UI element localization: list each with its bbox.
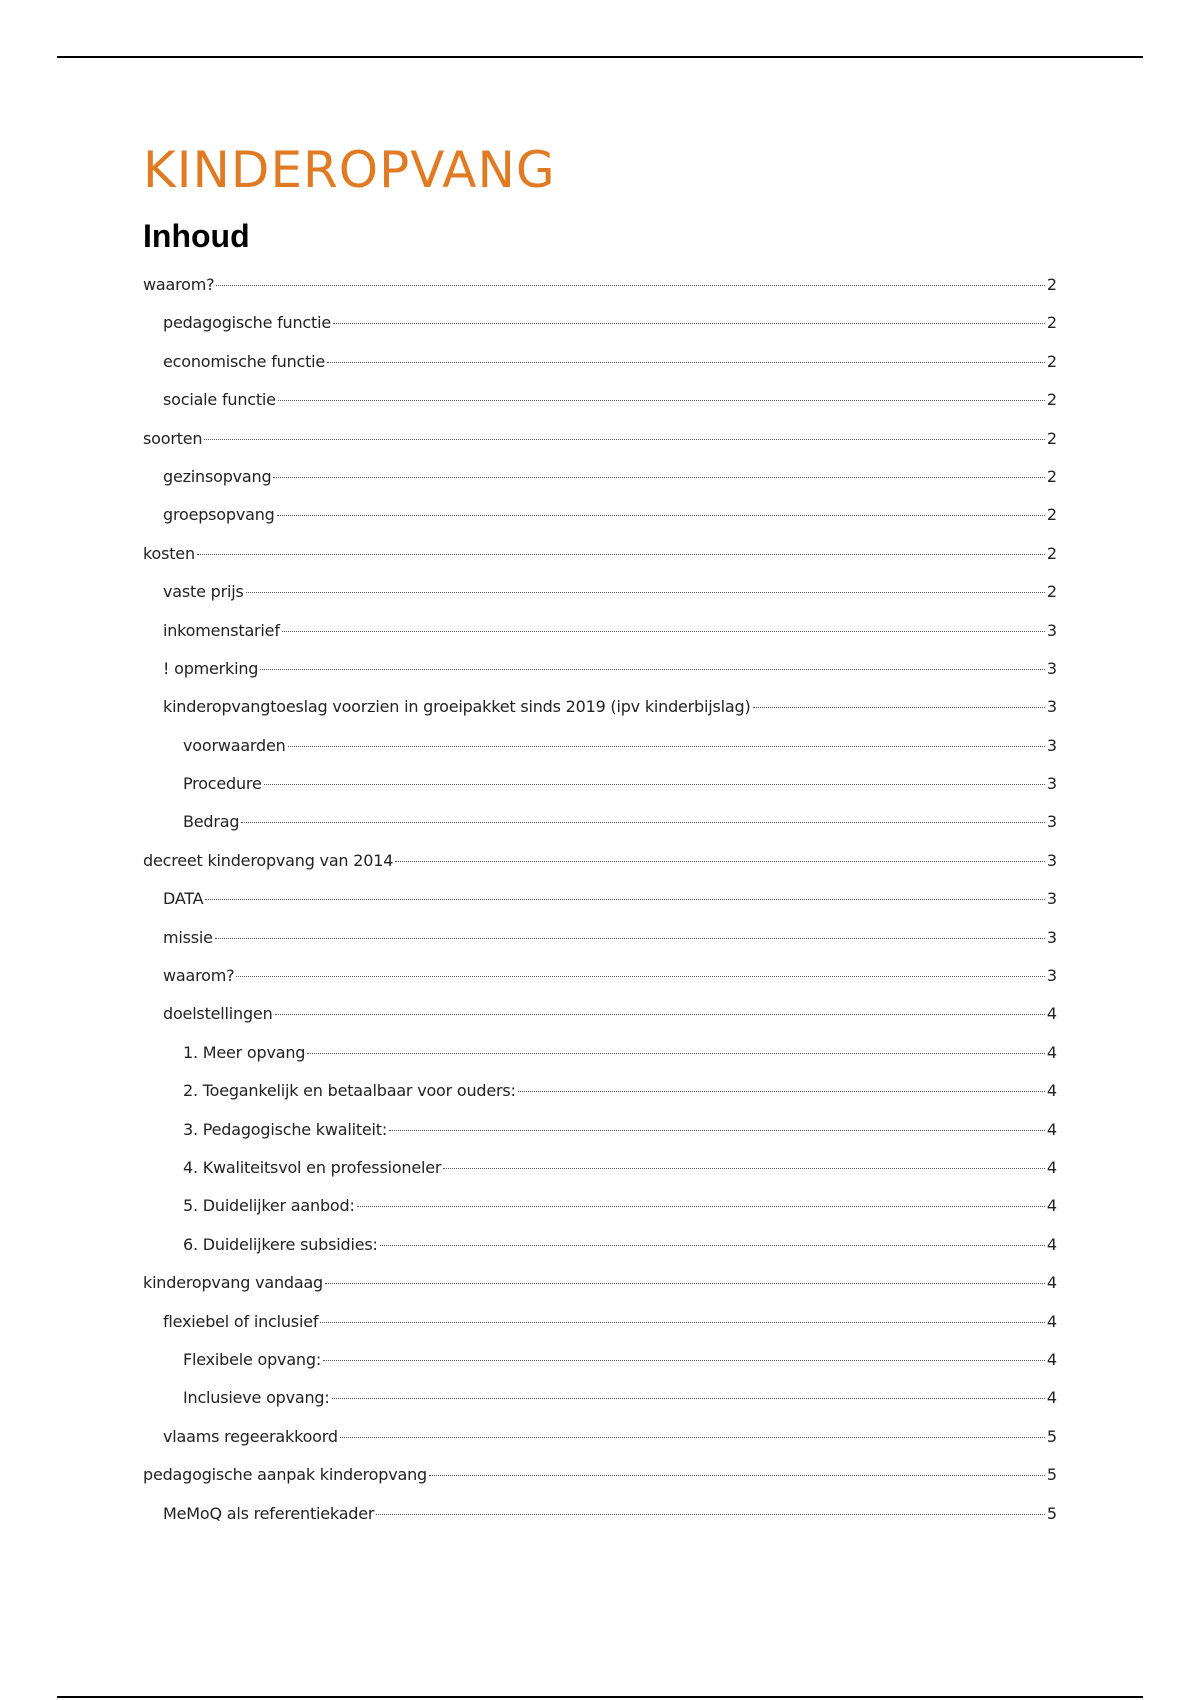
toc-entry-label[interactable]: soorten (143, 428, 203, 448)
toc-entry-page-number: 4 (1046, 1349, 1057, 1369)
toc-entry-label[interactable]: sociale functie (163, 390, 276, 410)
toc-entry-page-number: 3 (1046, 889, 1057, 909)
toc-entry[interactable] (143, 496, 1057, 534)
toc-dot-leader (277, 515, 1045, 516)
toc-entry-page-number: 4 (1046, 1157, 1057, 1177)
toc-entry-label[interactable]: Procedure (183, 774, 262, 794)
toc-dot-leader (323, 1360, 1045, 1361)
toc-entry-label[interactable]: waarom? (163, 966, 235, 986)
toc-entry[interactable] (143, 957, 1057, 995)
toc-dot-leader (307, 1053, 1045, 1054)
toc-entry-page-number: 5 (1046, 1503, 1057, 1523)
toc-entry-page-number: 4 (1046, 1234, 1057, 1254)
toc-dot-leader (197, 554, 1045, 555)
toc-dot-leader (246, 592, 1045, 593)
toc-entry-page-number: 4 (1046, 1196, 1057, 1216)
toc-dot-leader (205, 899, 1044, 900)
toc-dot-leader (273, 477, 1044, 478)
toc-entry-label[interactable]: 3. Pedagogische kwaliteit: (183, 1119, 388, 1139)
toc-entry-label[interactable]: 2. Toegankelijk en betaalbaar voor ouders: (183, 1081, 516, 1101)
toc-entry-label[interactable]: voorwaarden (183, 735, 286, 755)
toc-entry-page-number: 2 (1046, 351, 1057, 371)
toc-entry[interactable] (143, 1379, 1057, 1417)
toc-dot-leader (395, 861, 1045, 862)
toc-dot-leader (389, 1130, 1045, 1131)
toc-entry[interactable] (143, 573, 1057, 611)
toc-entry[interactable] (143, 1303, 1057, 1341)
toc-dot-leader (753, 707, 1045, 708)
toc-entry-page-number: 4 (1046, 1311, 1057, 1331)
toc-entry[interactable] (143, 266, 1057, 304)
toc-entry-page-number: 3 (1046, 774, 1057, 794)
toc-dot-leader (518, 1091, 1045, 1092)
toc-entry-label[interactable]: 5. Duidelijker aanbod: (183, 1196, 355, 1216)
toc-entry-label[interactable]: 4. Kwaliteitsvol en professioneler (183, 1157, 442, 1177)
toc-entry[interactable] (143, 803, 1057, 841)
toc-dot-leader (325, 1283, 1045, 1284)
toc-entry-label[interactable]: pedagogische functie (163, 313, 331, 333)
toc-entry[interactable] (143, 535, 1057, 573)
toc-entry-page-number: 4 (1046, 1119, 1057, 1139)
toc-entry-label[interactable]: 1. Meer opvang (183, 1042, 306, 1062)
toc-entry-label[interactable]: Flexibele opvang: (183, 1349, 322, 1369)
toc-entry-label[interactable]: groepsopvang (163, 505, 275, 525)
toc-entry-label[interactable]: pedagogische aanpak kinderopvang (143, 1465, 427, 1485)
toc-entry[interactable] (143, 1495, 1057, 1533)
toc-entry-page-number: 2 (1046, 543, 1057, 563)
page-content (143, 140, 1057, 1533)
toc-entry-label[interactable]: gezinsopvang (163, 466, 272, 486)
toc-entry[interactable] (143, 1264, 1057, 1302)
toc-entry[interactable] (143, 612, 1057, 650)
toc-entry-page-number: 2 (1046, 313, 1057, 333)
toc-entry-page-number: 4 (1046, 1004, 1057, 1024)
toc-entry-page-number: 2 (1046, 505, 1057, 525)
toc-entry-page-number: 4 (1046, 1042, 1057, 1062)
toc-entry[interactable] (143, 1226, 1057, 1264)
toc-entry-page-number: 2 (1046, 466, 1057, 486)
toc-entry[interactable] (143, 343, 1057, 381)
header-rule (57, 56, 1143, 58)
toc-entry-label[interactable]: economische functie (163, 351, 326, 371)
toc-entry-label[interactable]: DATA (163, 889, 204, 909)
toc-entry-label[interactable]: Inclusieve opvang: (183, 1388, 330, 1408)
toc-entry-page-number: 3 (1046, 812, 1057, 832)
toc-entry[interactable] (143, 1034, 1057, 1072)
toc-entry-label[interactable]: Bedrag (183, 812, 240, 832)
toc-dot-leader (327, 362, 1045, 363)
toc-entry[interactable] (143, 765, 1057, 803)
toc-entry-page-number: 2 (1046, 582, 1057, 602)
toc-dot-leader (340, 1437, 1045, 1438)
toc-entry-page-number: 3 (1046, 850, 1057, 870)
toc-entry-page-number: 2 (1046, 390, 1057, 410)
toc-entry[interactable] (143, 1187, 1057, 1225)
toc-dot-leader (264, 784, 1045, 785)
toc-dot-leader (320, 1322, 1045, 1323)
table-of-contents (143, 266, 1057, 1533)
toc-entry[interactable] (143, 650, 1057, 688)
toc-entry-page-number: 4 (1046, 1081, 1057, 1101)
toc-entry-label[interactable]: missie (163, 927, 213, 947)
toc-dot-leader (278, 400, 1045, 401)
toc-entry-page-number: 3 (1046, 927, 1057, 947)
toc-entry-label[interactable]: vaste prijs (163, 582, 244, 602)
toc-entry-label[interactable]: kosten (143, 543, 195, 563)
toc-entry[interactable] (143, 995, 1057, 1033)
toc-entry-label[interactable]: 6. Duidelijkere subsidies: (183, 1234, 378, 1254)
toc-entry[interactable] (143, 688, 1057, 726)
toc-entry-page-number: 3 (1046, 697, 1057, 717)
toc-entry-label[interactable]: MeMoQ als referentiekader (163, 1503, 375, 1523)
toc-dot-leader (380, 1245, 1045, 1246)
toc-dot-leader (429, 1475, 1045, 1476)
toc-entry[interactable] (143, 727, 1057, 765)
toc-heading: Inhoud (143, 218, 250, 254)
toc-entry-label[interactable]: inkomenstarief (163, 620, 280, 640)
toc-dot-leader (282, 631, 1045, 632)
toc-entry-page-number: 2 (1046, 275, 1057, 294)
toc-entry[interactable] (143, 919, 1057, 957)
toc-entry-label[interactable]: decreet kinderopvang van 2014 (143, 850, 394, 870)
toc-entry[interactable] (143, 1341, 1057, 1379)
toc-dot-leader (241, 822, 1044, 823)
toc-entry[interactable] (143, 304, 1057, 342)
toc-dot-leader (236, 976, 1044, 977)
toc-entry-page-number: 3 (1046, 735, 1057, 755)
toc-entry-page-number: 3 (1046, 658, 1057, 678)
toc-entry[interactable] (143, 381, 1057, 419)
toc-dot-leader (376, 1514, 1045, 1515)
toc-dot-leader (275, 1014, 1045, 1015)
toc-entry-label[interactable]: doelstellingen (163, 1004, 273, 1024)
toc-entry[interactable] (143, 1418, 1057, 1456)
toc-entry-label[interactable]: waarom? (143, 275, 215, 294)
footer-rule (57, 1696, 1143, 1698)
toc-dot-leader (260, 669, 1045, 670)
toc-entry[interactable] (143, 1072, 1057, 1110)
toc-entry[interactable] (143, 420, 1057, 458)
toc-entry[interactable] (143, 842, 1057, 880)
toc-entry-page-number: 4 (1046, 1273, 1057, 1293)
toc-entry-label[interactable]: kinderopvangtoeslag voorzien in groeipakket sinds 2019 (ipv kinderbijslag) (163, 697, 751, 717)
toc-dot-leader (204, 439, 1044, 440)
toc-entry[interactable] (143, 1149, 1057, 1187)
toc-dot-leader (288, 746, 1045, 747)
toc-dot-leader (216, 285, 1044, 286)
toc-entry-label[interactable]: flexiebel of inclusief (163, 1311, 319, 1331)
toc-entry[interactable] (143, 880, 1057, 918)
toc-entry-page-number: 2 (1046, 428, 1057, 448)
toc-dot-leader (333, 323, 1045, 324)
toc-dot-leader (332, 1398, 1045, 1399)
toc-entry-page-number: 5 (1046, 1426, 1057, 1446)
toc-dot-leader (215, 938, 1045, 939)
toc-entry[interactable] (143, 1456, 1057, 1494)
toc-entry[interactable] (143, 458, 1057, 496)
toc-entry-page-number: 4 (1046, 1388, 1057, 1408)
toc-entry-label[interactable]: vlaams regeerakkoord (163, 1426, 338, 1446)
toc-entry-page-number: 5 (1046, 1465, 1057, 1485)
toc-dot-leader (357, 1206, 1045, 1207)
toc-entry-page-number: 3 (1046, 620, 1057, 640)
toc-dot-leader (443, 1168, 1045, 1169)
toc-entry-page-number: 3 (1046, 966, 1057, 986)
toc-entry-label[interactable]: ! opmerking (163, 658, 259, 678)
toc-entry[interactable] (143, 1111, 1057, 1149)
toc-entry-label[interactable]: kinderopvang vandaag (143, 1273, 324, 1293)
document-title: KINDEROPVANG (143, 141, 556, 199)
